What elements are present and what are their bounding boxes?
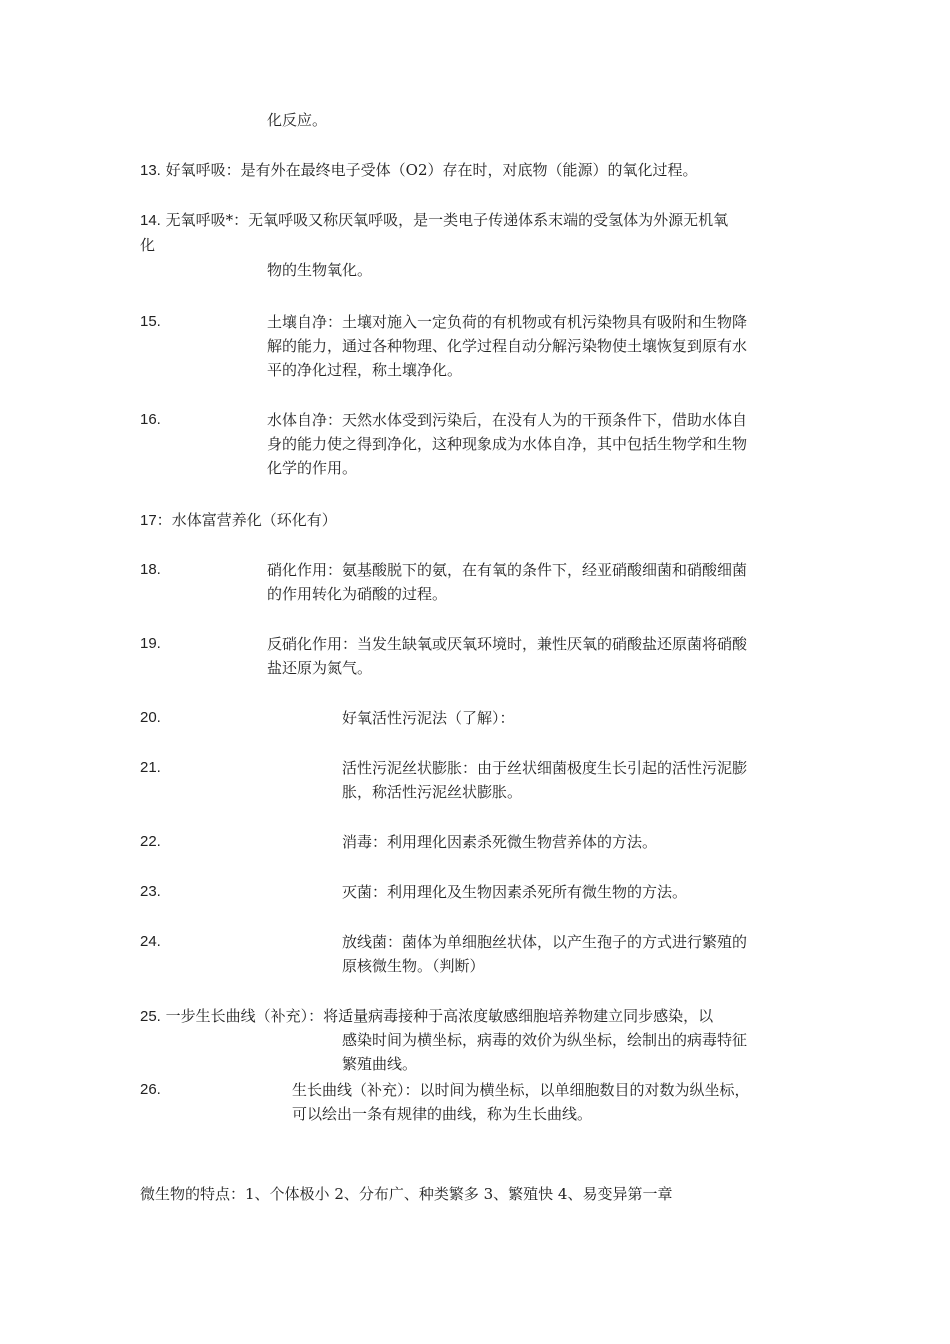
item-number: 20. bbox=[140, 709, 161, 726]
definition-item bbox=[140, 208, 728, 257]
text-line: 原核微生物。（判断） bbox=[342, 957, 485, 975]
item-number: 16. bbox=[140, 411, 161, 428]
definition-item bbox=[140, 508, 337, 533]
definition-line bbox=[140, 158, 698, 183]
definition-text: 无氧呼吸又称厌氧呼吸，是一类电子传递体系末端的受氢体为外源无机氧 bbox=[248, 211, 729, 229]
text-line: 土壤自净：土壤对施入一定负荷的有机物或有机污染物具有吸附和生物降 bbox=[267, 313, 748, 331]
definition-item bbox=[140, 1004, 713, 1029]
item-number: 21. bbox=[140, 759, 161, 776]
definition-line bbox=[140, 1004, 713, 1029]
item-number: 24. bbox=[140, 933, 161, 950]
summary-text: 微生物的特点：1、个体极小 2、分布广、种类繁多 3、繁殖快 4、易变异第一章 bbox=[140, 1185, 673, 1203]
definition-text bbox=[267, 408, 747, 480]
text-line: 活性污泥丝状膨胀：由于丝状细菌极度生长引起的活性污泥膨 bbox=[342, 759, 748, 777]
text-line: 化学的作用。 bbox=[267, 459, 358, 477]
definition-text bbox=[342, 830, 657, 854]
definition-text bbox=[342, 880, 687, 904]
item-number: 26. bbox=[140, 1081, 161, 1098]
text-line: 反硝化作用：当发生缺氧或厌氧环境时，兼性厌氧的硝酸盐还原菌将硝酸 bbox=[267, 635, 748, 653]
text-line: 感染时间为横坐标，病毒的效价为纵坐标，绘制出的病毒特征 bbox=[342, 1031, 748, 1049]
definition-text bbox=[342, 706, 515, 730]
definition-text bbox=[267, 310, 747, 382]
text-line: 的作用转化为硝酸的过程。 bbox=[267, 585, 448, 603]
term: 好氧呼吸： bbox=[165, 161, 241, 179]
definition-item bbox=[140, 158, 698, 183]
definition-text: 水体富营养化（环化有） bbox=[171, 511, 337, 529]
definition-text bbox=[267, 558, 747, 606]
text-line: 好氧活性污泥法（了解）： bbox=[342, 709, 515, 727]
definition-text bbox=[342, 756, 747, 804]
item-number: 17： bbox=[140, 512, 172, 529]
text-line: 身的能力使之得到净化，这种现象成为水体自净，其中包括生物学和生物 bbox=[267, 435, 748, 453]
definition-text: 是有外在最终电子受体（O2）存在时，对底物（能源）的氧化过程。 bbox=[240, 161, 698, 179]
text-line: 水体自净：天然水体受到污染后，在没有人为的干预条件下，借助水体自 bbox=[267, 411, 748, 429]
continuation-text bbox=[267, 108, 327, 132]
definition-text: 化 bbox=[140, 236, 156, 254]
item-number: 25. bbox=[140, 1008, 161, 1025]
item-number: 19. bbox=[140, 635, 161, 652]
text-line: 放线菌：菌体为单细胞丝状体，以产生孢子的方式进行繁殖的 bbox=[342, 933, 748, 951]
text-line: 盐还原为氮气。 bbox=[267, 659, 373, 677]
text-line: 化反应。 bbox=[267, 111, 328, 129]
definition-line bbox=[140, 508, 337, 533]
text-line: 胀，称活性污泥丝状膨胀。 bbox=[342, 783, 523, 801]
text-line: 可以绘出一条有规律的曲线，称为生长曲线。 bbox=[292, 1105, 593, 1123]
item-number: 14. bbox=[140, 212, 161, 229]
definition-text: 将适量病毒接种于高浓度敏感细胞培养物建立同步感染，以 bbox=[323, 1007, 714, 1025]
item-number: 13. bbox=[140, 162, 161, 179]
definition-text bbox=[342, 930, 747, 978]
item-number: 18. bbox=[140, 561, 161, 578]
term: 无氧呼吸*： bbox=[165, 211, 249, 229]
text-line: 灭菌：利用理化及生物因素杀死所有微生物的方法。 bbox=[342, 883, 688, 901]
summary-line bbox=[140, 1182, 672, 1206]
text-line: 生长曲线（补充）：以时间为横坐标，以单细胞数目的对数为纵坐标， bbox=[292, 1081, 750, 1099]
definition-continuation bbox=[267, 258, 372, 282]
definition-text bbox=[292, 1078, 750, 1126]
term: 一步生长曲线（补充）： bbox=[165, 1007, 324, 1025]
text-line: 消毒：利用理化因素杀死微生物营养体的方法。 bbox=[342, 833, 658, 851]
item-number: 15. bbox=[140, 313, 161, 330]
text-line: 解的能力，通过各种物理、化学过程自动分解污染物使土壤恢复到原有水 bbox=[267, 337, 748, 355]
definition-line bbox=[140, 208, 728, 233]
text-line: 繁殖曲线。 bbox=[342, 1055, 418, 1073]
text-line: 硝化作用：氨基酸脱下的氨，在有氧的条件下，经亚硝酸细菌和硝酸细菌 bbox=[267, 561, 748, 579]
item-number: 22. bbox=[140, 833, 161, 850]
definition-text: 物的生物氧化。 bbox=[267, 261, 373, 279]
item-number: 23. bbox=[140, 883, 161, 900]
text-line: 平的净化过程，称土壤净化。 bbox=[267, 361, 463, 379]
definition-text bbox=[267, 632, 747, 680]
definition-continuation bbox=[342, 1028, 747, 1076]
